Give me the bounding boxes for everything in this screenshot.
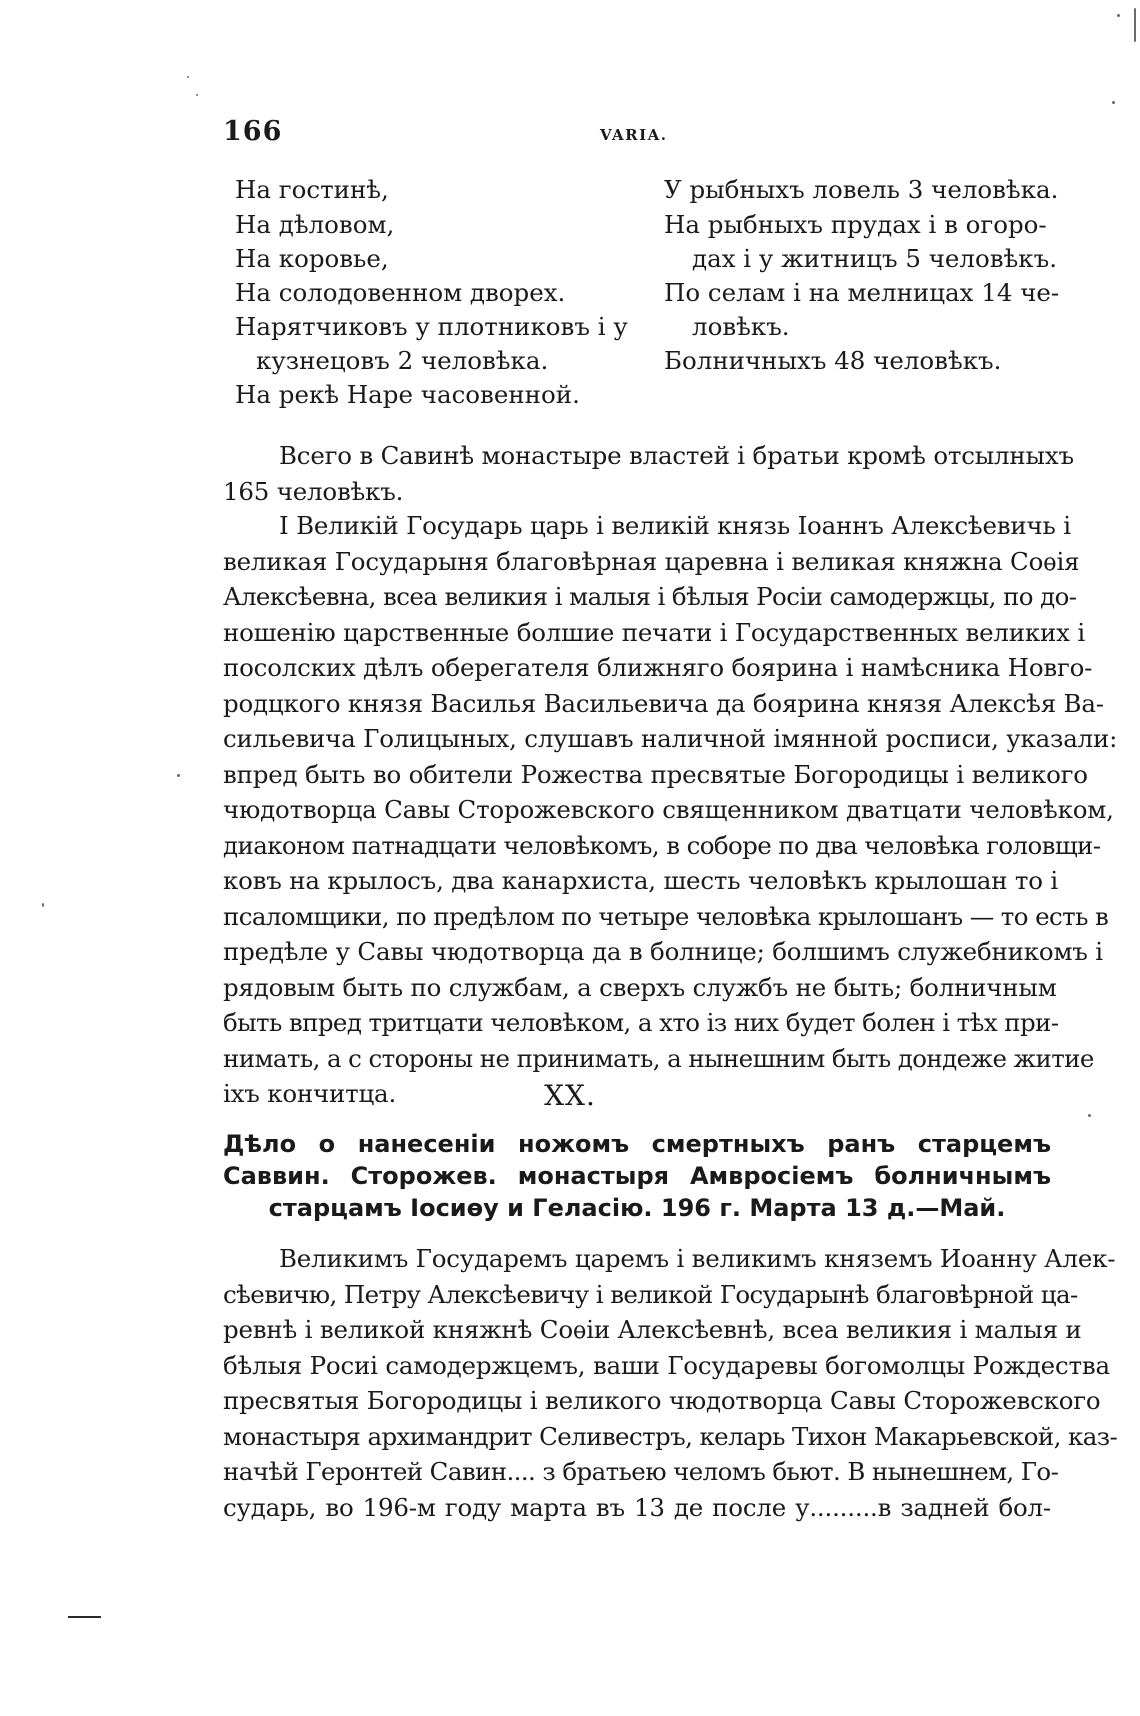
- paragraph-line: ковъ на крылосъ, два канархиста, шесть человѣкъ крылошан то і: [223, 866, 1059, 895]
- list-item: По селам і на мелницах 14 че-: [664, 278, 1060, 307]
- paragraph-line: Алексѣевна, всеа великия і малыя і бѣлыя Росіи самодержцы, по до-: [223, 582, 1077, 611]
- total-paragraph: [223, 438, 1074, 509]
- list-item-continuation: дах і у житницъ 5 человѣкъ.: [692, 244, 1057, 273]
- scan-margin-mark: [68, 1616, 101, 1618]
- paragraph-line: рядовым быть по службам, а сверхъ службъ не быть; болничным: [223, 972, 1057, 1002]
- list-item: У рыбныхъ ловель 3 человѣка.: [664, 175, 1059, 204]
- page-number: 166: [223, 116, 283, 147]
- section-heading: [223, 1128, 1051, 1224]
- running-head: VARIA.: [600, 126, 668, 144]
- section-number: XX.: [544, 1079, 596, 1112]
- paragraph-line: начѣй Геронтей Савин.... з братьею челомъ бьют. В нынешнем, Го-: [223, 1457, 1059, 1486]
- list-item: На гостинѣ,: [235, 175, 389, 204]
- list-item-continuation: кузнецовъ 2 человѣка.: [256, 346, 549, 375]
- scan-speck: [187, 76, 189, 78]
- paragraph-line: быть впред тритцати человѣком, а хто із них будет болен і тѣх при-: [223, 1008, 1059, 1037]
- paragraph-line: монастыря архимандрит Селивестръ, келарь Тихон Макарьевской, каз-: [223, 1421, 1118, 1451]
- paragraph-line: великая Государыня благовѣрная царевна і великая княжна Соѳія: [223, 546, 1080, 576]
- heading-line: старцамъ Іосиѳу и Геласію. 196 г. Марта 13 д.—Май.: [268, 1194, 1006, 1222]
- list-item: На коровье,: [235, 244, 389, 273]
- decree-paragraph: [223, 508, 1118, 1112]
- list-item: На дѣловом,: [235, 210, 395, 239]
- heading-line: Дѣло о нанесеніи ножомъ смертныхъ ранъ старцемъ: [223, 1130, 1051, 1158]
- list-item: Болничныхъ 48 человѣкъ.: [664, 346, 1002, 375]
- paragraph-line: нимать, а с стороны не принимать, а нынешним быть дондеже житие: [223, 1043, 1094, 1073]
- paragraph-line: 165 человѣкъ.: [223, 476, 404, 506]
- paragraph-line: посолских дѣлъ оберегателя ближняго боярина і намѣсника Новго-: [223, 653, 1093, 682]
- scan-speck: [177, 774, 180, 777]
- paragraph-line: І Великій Государь царь і великій князь Іоаннъ Алексѣевичь і: [279, 511, 1071, 540]
- paragraph-line: іхъ кончитца.: [223, 1079, 397, 1108]
- scan-speck: [1088, 1114, 1091, 1117]
- paragraph-line: родцкого князя Василья Васильевича да боярина князя Алексѣя Ва-: [223, 688, 1104, 718]
- paragraph-line: Всего в Савинѣ монастыре властей і братьи кромѣ отсылныхъ: [279, 441, 1074, 470]
- paragraph-line: бѣлыя Росиі самодержцемъ, ваши Государевы богомолцы Рождества: [223, 1350, 1110, 1380]
- list-item: На рекѣ Наре часовенной.: [235, 380, 580, 409]
- list-item-continuation: ловѣкъ.: [692, 312, 790, 341]
- petition-paragraph: [223, 1241, 1118, 1525]
- paragraph-line: чюдотворца Савы Сторожевского священником дватцати человѣком,: [223, 795, 1114, 824]
- list-item: На рыбныхъ прудах і в огоро-: [664, 210, 1047, 239]
- scan-speck: [1134, 8, 1136, 42]
- list-item: На солодовенном дворех.: [235, 278, 566, 307]
- paragraph-line: сильевича Голицыных, слушавъ наличной імянной росписи, указали:: [223, 724, 1118, 753]
- scan-speck: [196, 94, 198, 96]
- scan-speck: [42, 903, 44, 907]
- paragraph-line: сударь, во 196-м году марта въ 13 де после у.........в задней бол-: [223, 1492, 1051, 1522]
- paragraph-line: диаконом патнадцати человѣкомъ, в соборе по два человѣка головщи-: [223, 830, 1101, 860]
- paragraph-line: псаломщики, по предѣлом по четыре человѣка крылошанъ — то есть в: [223, 901, 1109, 931]
- paragraph-line: ревнѣ і великой княжнѣ Соѳіи Алексѣевнѣ, всеа великия і малыя и: [223, 1315, 1082, 1344]
- paragraph-line: Великимъ Государемъ царемъ і великимъ княземъ Иоанну Алек-: [279, 1244, 1116, 1273]
- paragraph-line: пресвятыя Богородицы і великого чюдотворца Савы Сторожевского: [223, 1386, 1101, 1415]
- heading-line: Саввин. Сторожев. монастыря Амвросіемъ болничнымъ: [223, 1162, 1051, 1190]
- paragraph-line: сѣевичю, Петру Алексѣевичу і великой Государынѣ благовѣрной ца-: [223, 1279, 1078, 1309]
- paragraph-line: предѣле у Савы чюдотворца да в болнице; болшимъ служебникомъ і: [223, 937, 1103, 966]
- paragraph-line: ношенію царственные болшие печати і Государственных великих і: [223, 617, 1085, 647]
- list-item: Нарятчиковъ у плотниковъ і у: [235, 312, 628, 341]
- paragraph-line: впред быть во обители Рожества пресвятые Богородицы і великого: [223, 759, 1088, 789]
- scan-speck: [1117, 14, 1120, 17]
- scan-speck: [1112, 101, 1115, 104]
